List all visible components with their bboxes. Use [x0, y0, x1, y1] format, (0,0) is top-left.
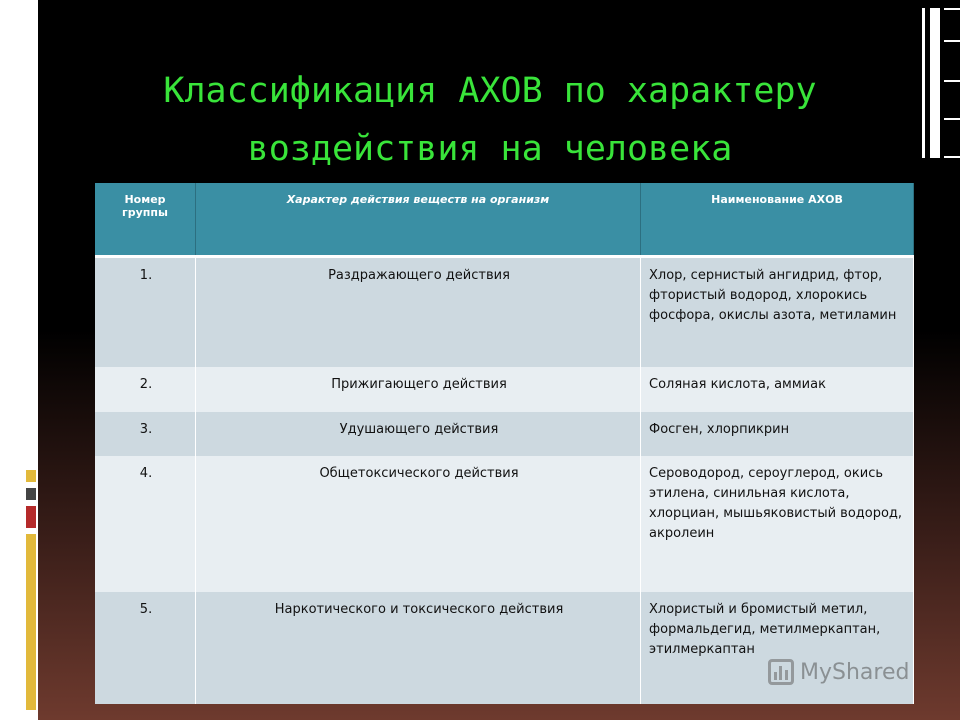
cell-group-number: 5.	[95, 592, 196, 704]
decorative-bars-right	[920, 0, 960, 200]
cell-substance-names: Сероводород, сероуглерод, окись этилена, синильная кислота, хлорциан, мышьяковистый водород, акролеин	[641, 456, 914, 592]
cell-group-number: 1.	[95, 257, 196, 367]
slide-title: Классификация АХОВ по характеру воздействия на человека	[163, 71, 817, 169]
cell-group-number: 3.	[95, 412, 196, 456]
cell-action-type: Раздражающего действия	[196, 257, 641, 367]
table-row	[95, 257, 914, 367]
table-row	[95, 456, 914, 592]
cell-substance-names: Хлористый и бромистый метил, формальдегид, метилмеркаптан, этилмеркаптан	[641, 592, 914, 704]
cell-action-type: Наркотического и токсического действия	[196, 592, 641, 704]
cell-action-type: Общетоксического действия	[196, 456, 641, 592]
table-header-row	[95, 183, 914, 257]
cell-substance-names: Хлор, сернистый ангидрид, фтор, фтористый водород, хлорокись фосфора, окислы азота, метиламин	[641, 257, 914, 367]
header-group-number: Номер группы	[95, 183, 196, 257]
table-row	[95, 367, 914, 412]
cell-substance-names: Фосген, хлорпикрин	[641, 412, 914, 456]
cell-group-number: 2.	[95, 367, 196, 412]
cell-action-type: Прижигающего действия	[196, 367, 641, 412]
presentation-logo-icon	[768, 659, 794, 685]
decorative-bars-left	[24, 470, 38, 710]
header-action-type: Характер действия веществ на организм	[196, 183, 641, 257]
watermark	[768, 654, 928, 690]
classification-table	[95, 183, 914, 704]
cell-substance-names: Соляная кислота, аммиак	[641, 367, 914, 412]
cell-action-type: Удушающего действия	[196, 412, 641, 456]
cell-group-number: 4.	[95, 456, 196, 592]
watermark-text: MyShared	[800, 659, 910, 685]
header-substance-name: Наименование АХОВ	[641, 183, 914, 257]
table-row	[95, 412, 914, 456]
